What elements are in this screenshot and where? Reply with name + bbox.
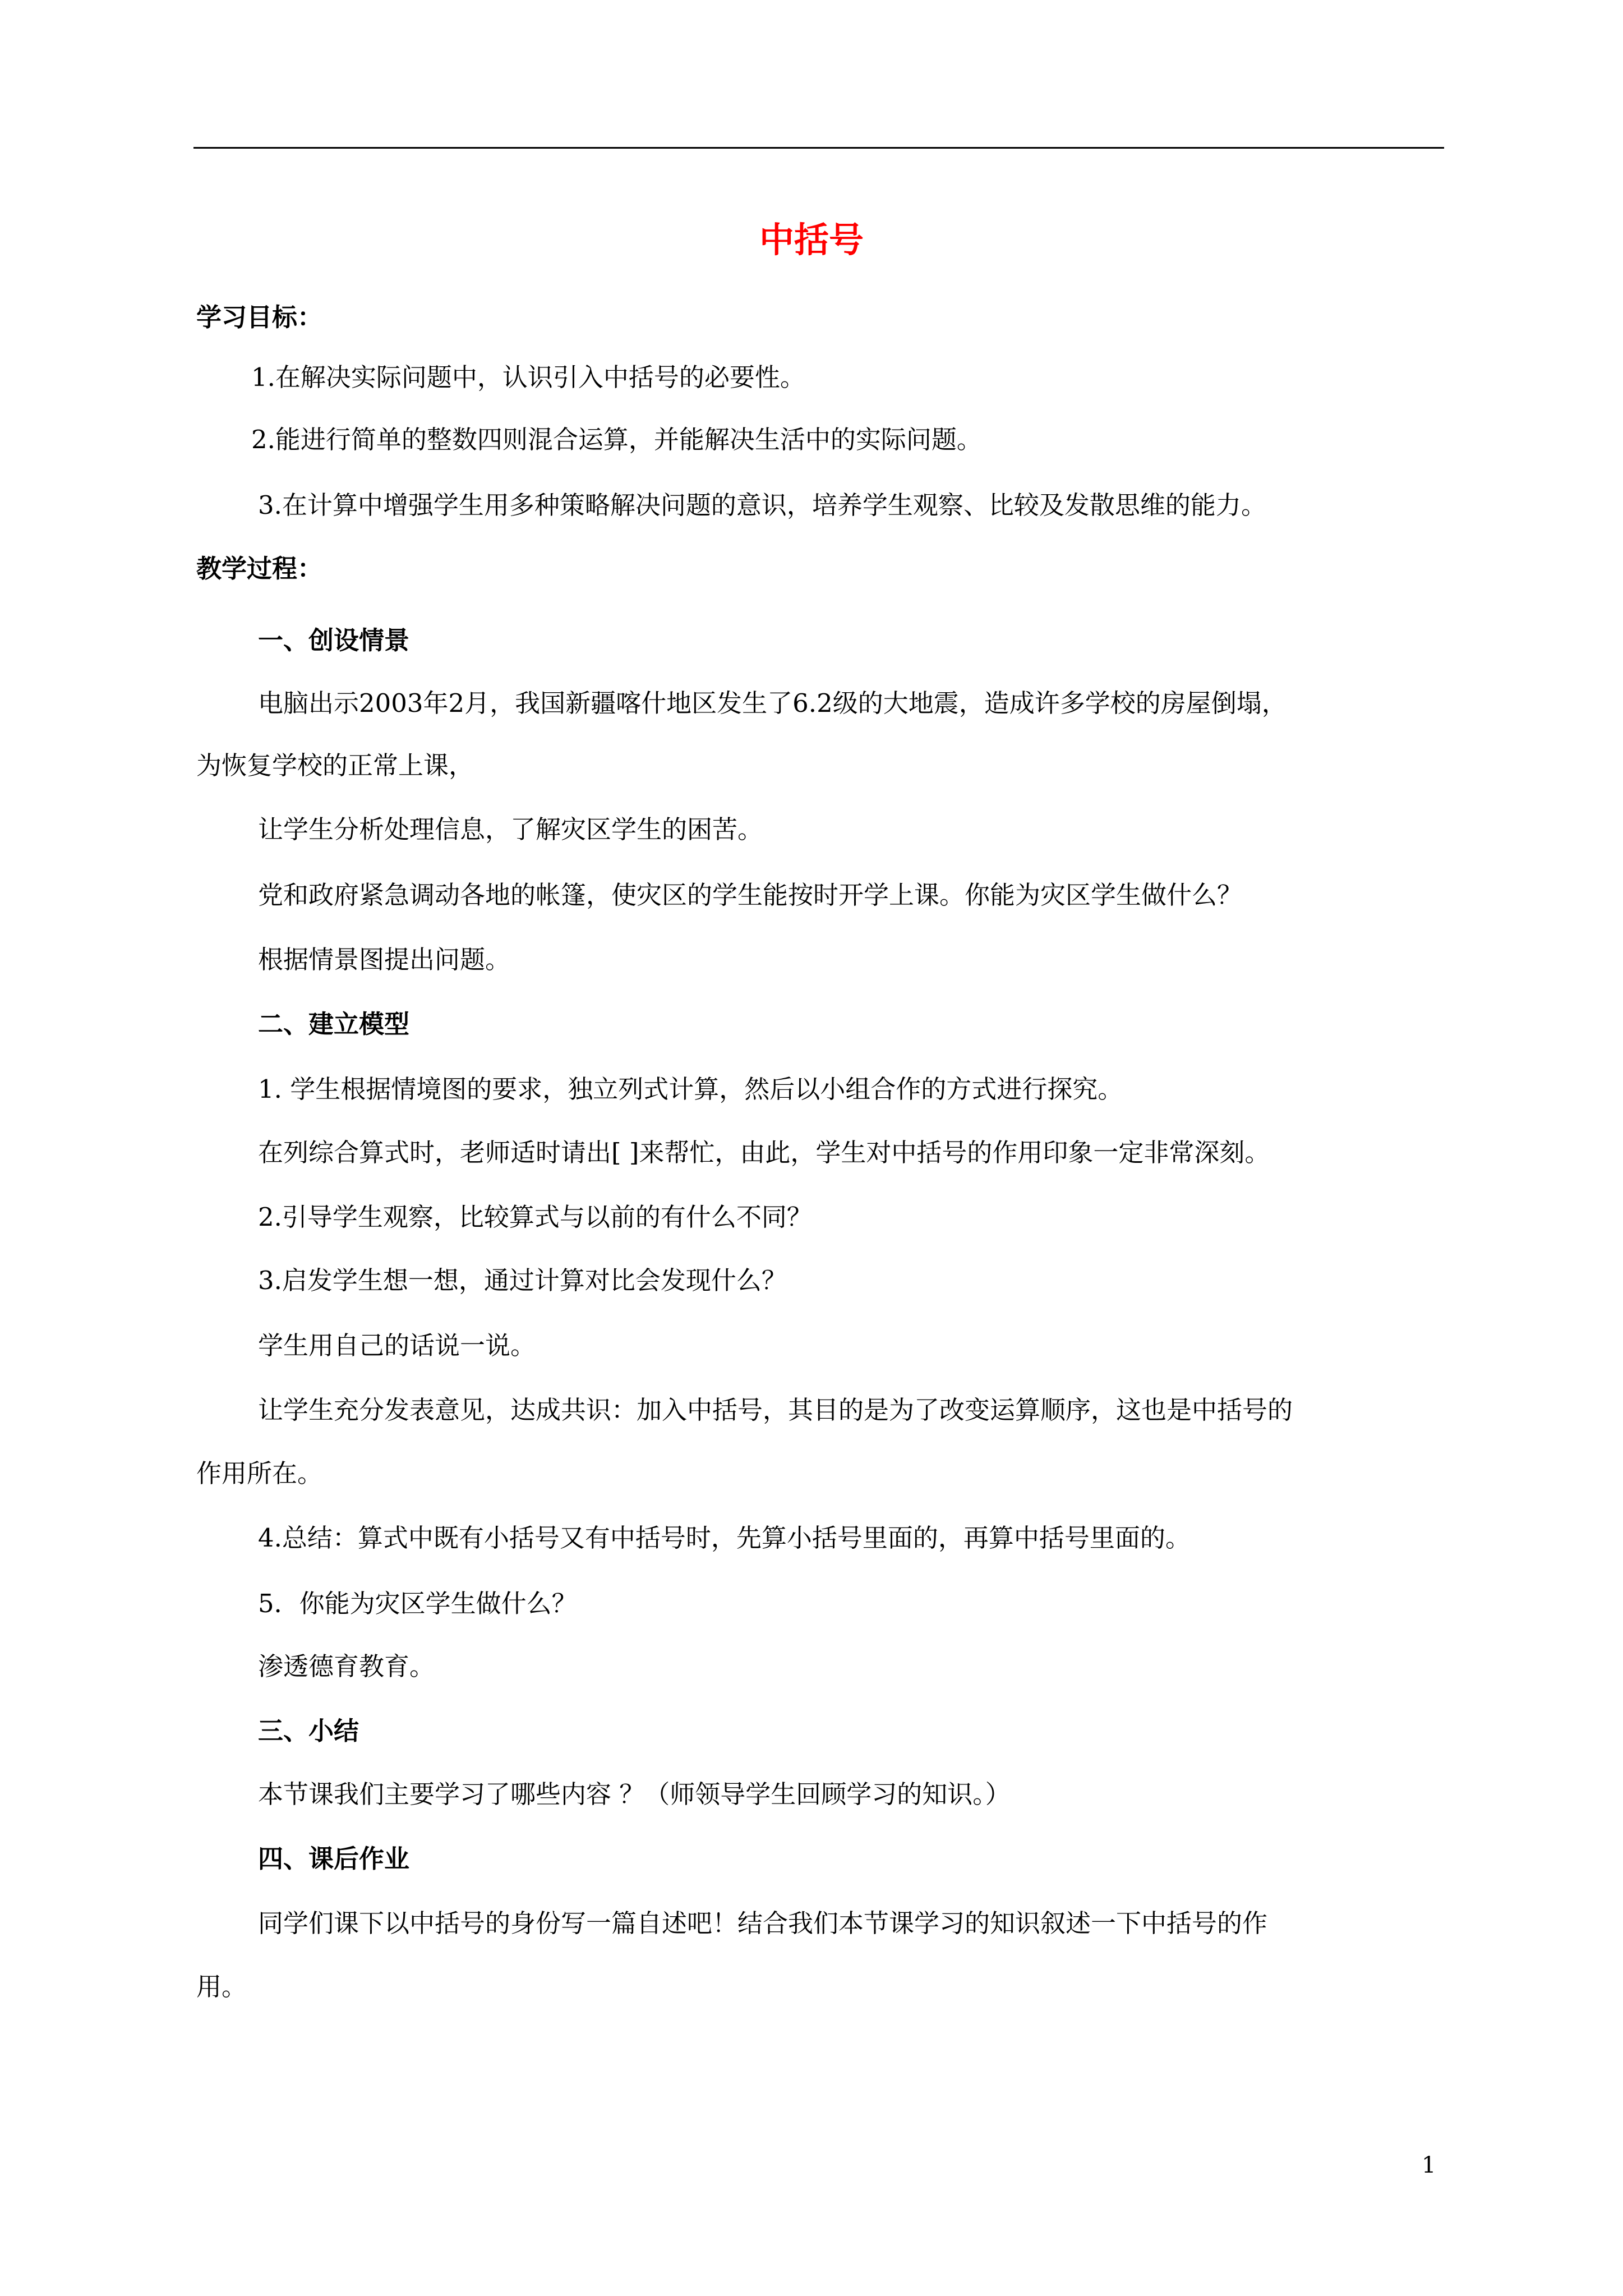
paragraph-line: 在列综合算式时，老师适时请出[ ]来帮忙，由此，学生对中括号的作用印象一定非常深刻。 [258,1138,1270,1167]
paragraph-line: 2.引导学生观察，比较算式与以前的有什么不同？ [258,1202,812,1232]
header-rule [193,147,1444,149]
paragraph-line: 根据情景图提出问题。 [258,945,511,974]
paragraph-line: 5．你能为灾区学生做什么？ [258,1589,577,1618]
objective-item: 1.在解决实际问题中，认识引入中括号的必要性。 [251,362,805,392]
process-heading: 教学过程： [196,554,323,583]
paragraph-line: 电脑出示2003年2月，我国新疆喀什地区发生了6.2级的大地震，造成许多学校的房屋倒塌， [258,688,1287,718]
paragraph-line: 同学们课下以中括号的身份写一篇自述吧！结合我们本节课学习的知识叙述一下中括号的作 [258,1908,1268,1938]
paragraph-line: 学生用自己的话说一说。 [258,1331,536,1360]
section-heading: 一、创设情景 [258,625,410,655]
objectives-heading: 学习目标： [196,302,323,332]
section-heading: 二、建立模型 [258,1009,410,1039]
paragraph-line: 1. 学生根据情境图的要求，独立列式计算，然后以小组合作的方式进行探究。 [258,1074,1123,1104]
paragraph-line: 让学生充分发表意见，达成共识：加入中括号，其目的是为了改变运算顺序，这也是中括号的 [258,1395,1293,1425]
objective-item: 3.在计算中增强学生用多种策略解决问题的意识，培养学生观察、比较及发散思维的能力。 [258,490,1266,520]
section-heading: 四、课后作业 [258,1844,410,1874]
paragraph-line: 党和政府紧急调动各地的帐篷，使灾区的学生能按时开学上课。你能为灾区学生做什么？ [258,880,1243,910]
paragraph-line: 用。 [196,1972,247,2001]
paragraph-line: 本节课我们主要学习了哪些内容 ？（师领导学生回顾学习的知识。） [258,1779,1011,1809]
paragraph-line: 为恢复学校的正常上课， [196,751,474,780]
paragraph-line: 3.启发学生想一想，通过计算对比会发现什么？ [258,1266,787,1295]
paragraph-line: 让学生分析处理信息，了解灾区学生的困苦。 [258,815,763,844]
objective-item: 2.能进行简单的整数四则混合运算，并能解决生活中的实际问题。 [251,425,982,454]
paragraph-line: 作用所在。 [196,1458,323,1488]
paragraph-line: 渗透德育教育。 [258,1651,435,1681]
document-title: 中括号 [759,219,864,260]
page-number: 1 [1422,2152,1436,2178]
section-heading: 三、小结 [258,1716,359,1746]
paragraph-line: 4.总结：算式中既有小括号又有中括号时，先算小括号里面的，再算中括号里面的。 [258,1523,1191,1553]
